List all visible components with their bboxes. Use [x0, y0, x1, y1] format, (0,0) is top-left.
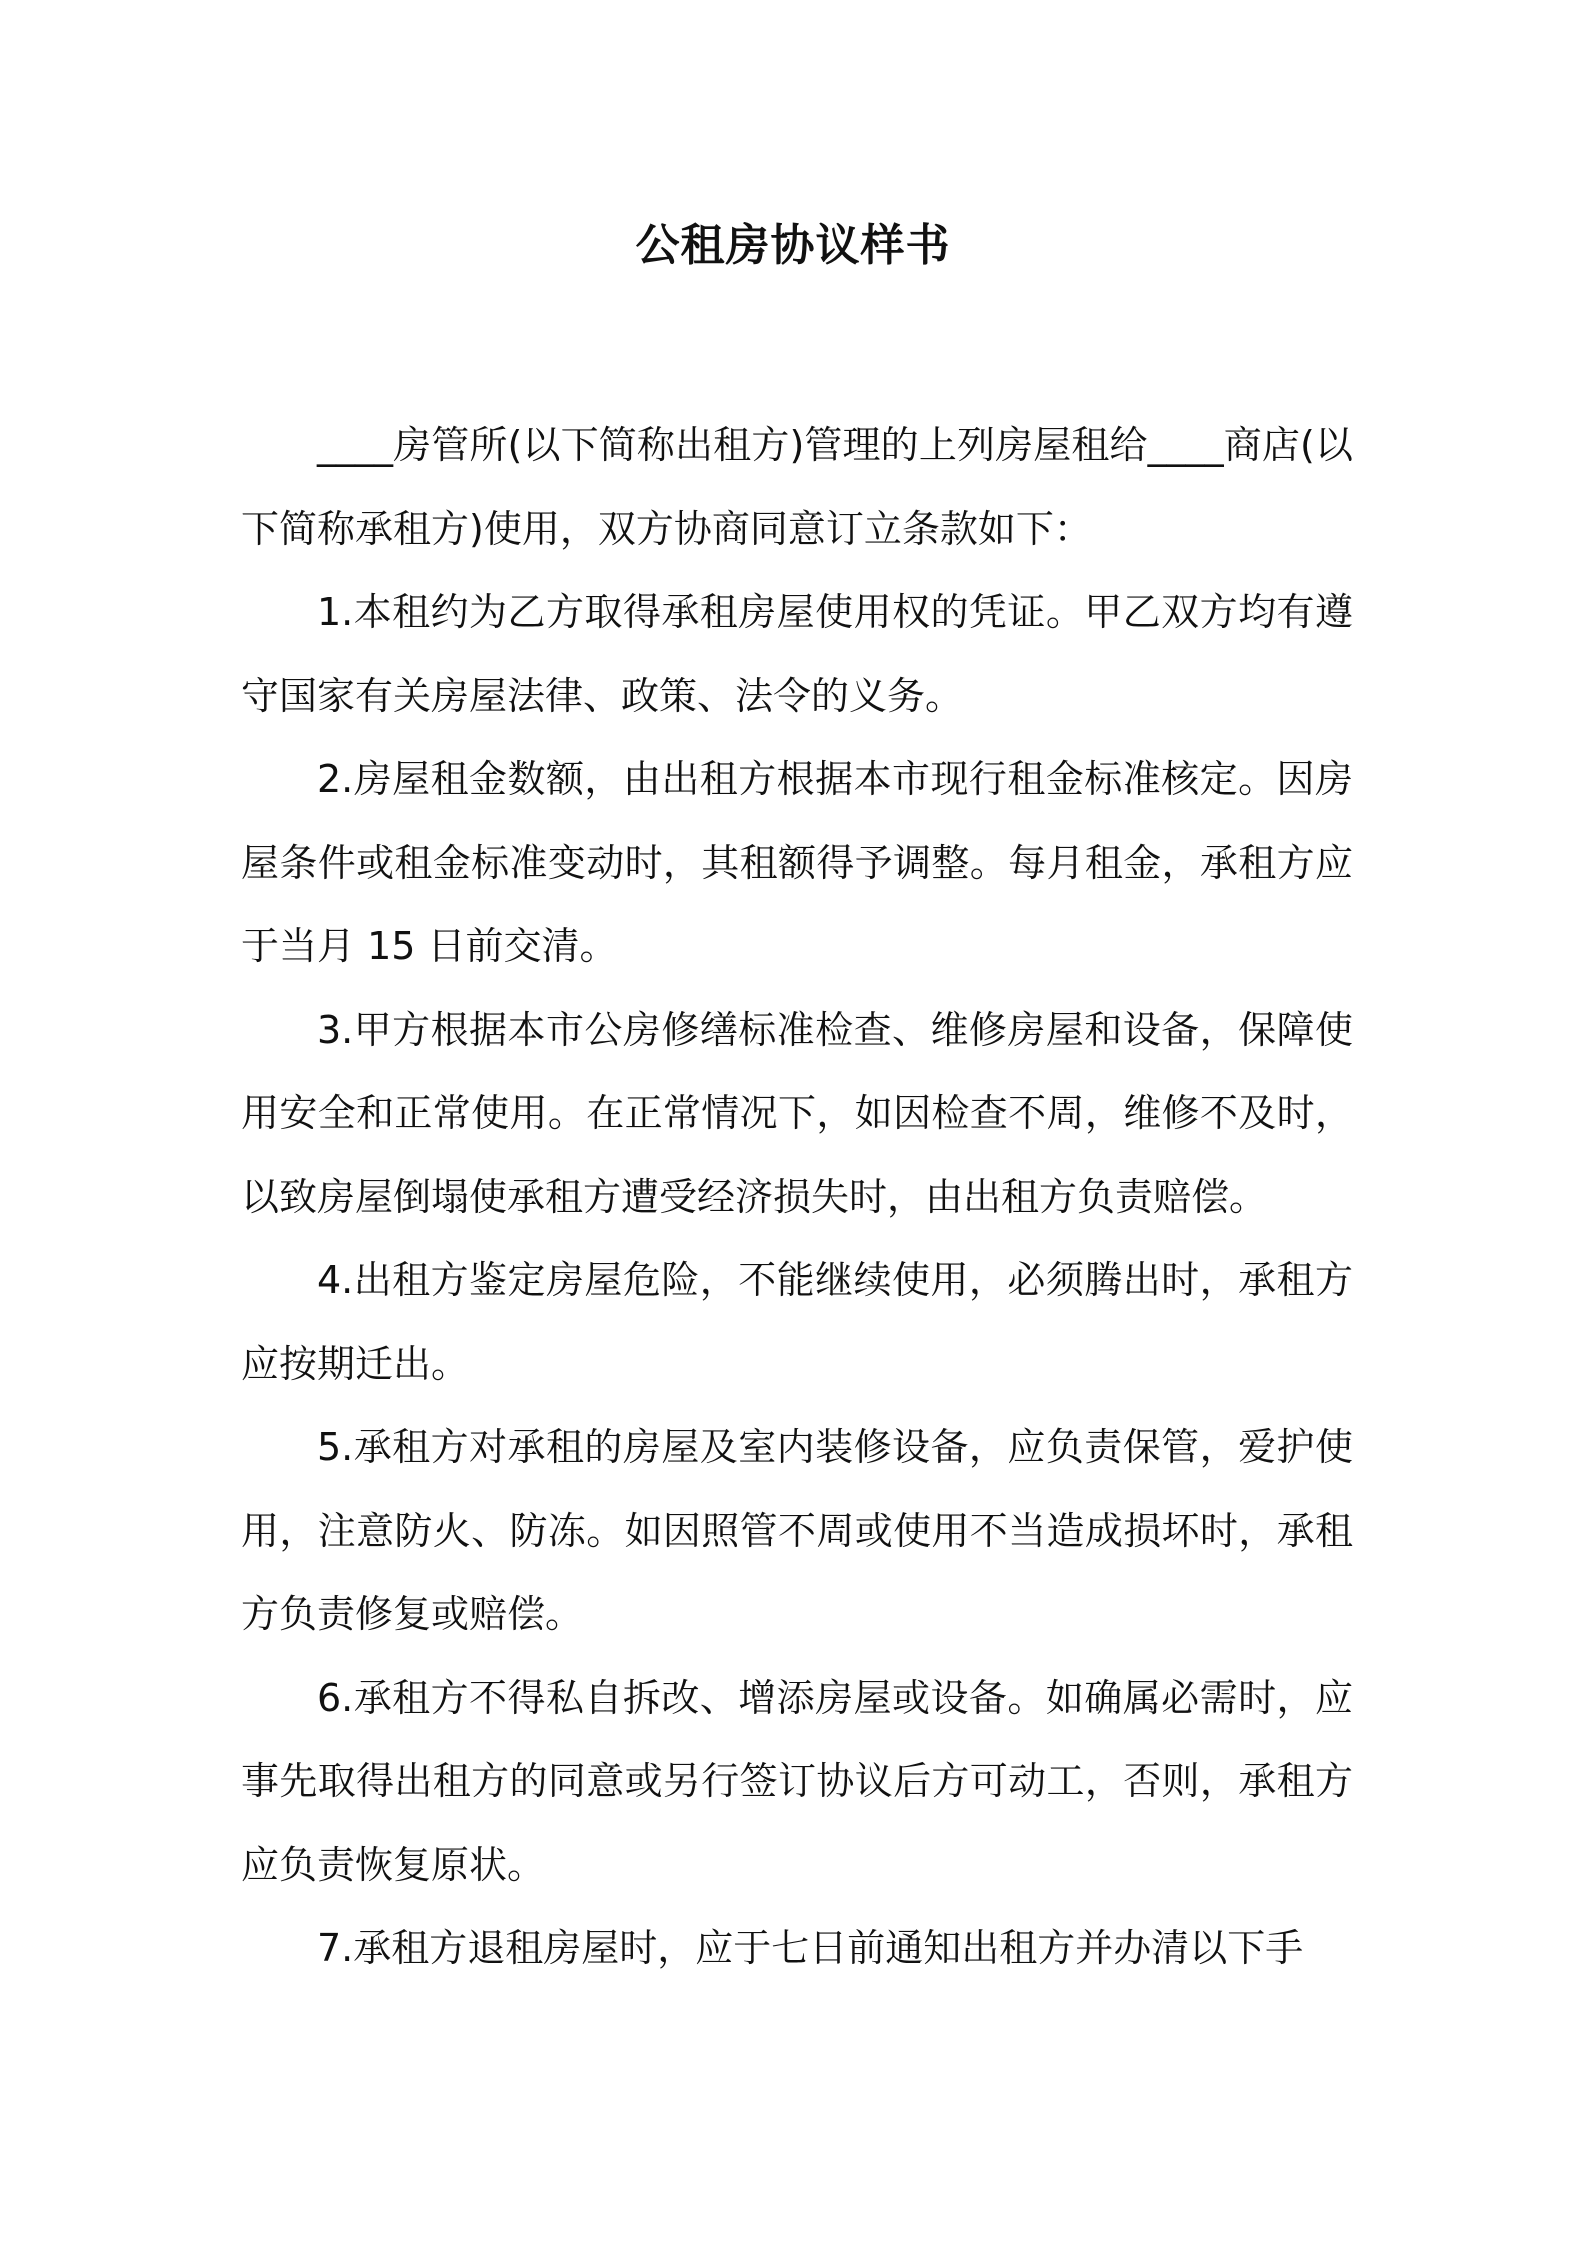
- clause-1: 1.本租约为乙方取得承租房屋使用权的凭证。甲乙双方均有遵守国家有关房屋法律、政策、法令的义务。: [241, 590, 1353, 718]
- page-title: 公租房协议样书: [635, 220, 951, 271]
- preamble-paragraph: ____房管所(以下简称出租方)管理的上列房屋租给____商店(以下简称承租方)使用，双方协商同意订立条款如下：: [241, 423, 1353, 551]
- clause-2: 2.房屋租金数额，由出租方根据本市现行租金标准核定。因房屋条件或租金标准变动时，其租额得予调整。每月租金，承租方应于当月 15 日前交清。: [241, 757, 1353, 968]
- clause-6: 6.承租方不得私自拆改、增添房屋或设备。如确属必需时，应事先取得出租方的同意或另行签订协议后方可动工，否则，承租方应负责恢复原状。: [241, 1675, 1353, 1887]
- clause-4: 4.出租方鉴定房屋危险，不能继续使用，必须腾出时，承租方应按期迁出。: [241, 1258, 1353, 1386]
- clause-3: 3.甲方根据本市公房修缮标准检查、维修房屋和设备，保障使用安全和正常使用。在正常情况下，如因检查不周，维修不及时，以致房屋倒塌使承租方遭受经济损失时，由出租方负责赔偿。: [241, 1007, 1353, 1219]
- agreement-body: [241, 404, 1353, 1991]
- clause-5: 5.承租方对承租的房屋及室内装修设备，应负责保管，爱护使用，注意防火、防冻。如因照管不周或使用不当造成损坏时，承租方负责修复或赔偿。: [241, 1425, 1353, 1636]
- clause-7: 7.承租方退租房屋时，应于七日前通知出租方并办清以下手: [317, 1926, 1304, 1970]
